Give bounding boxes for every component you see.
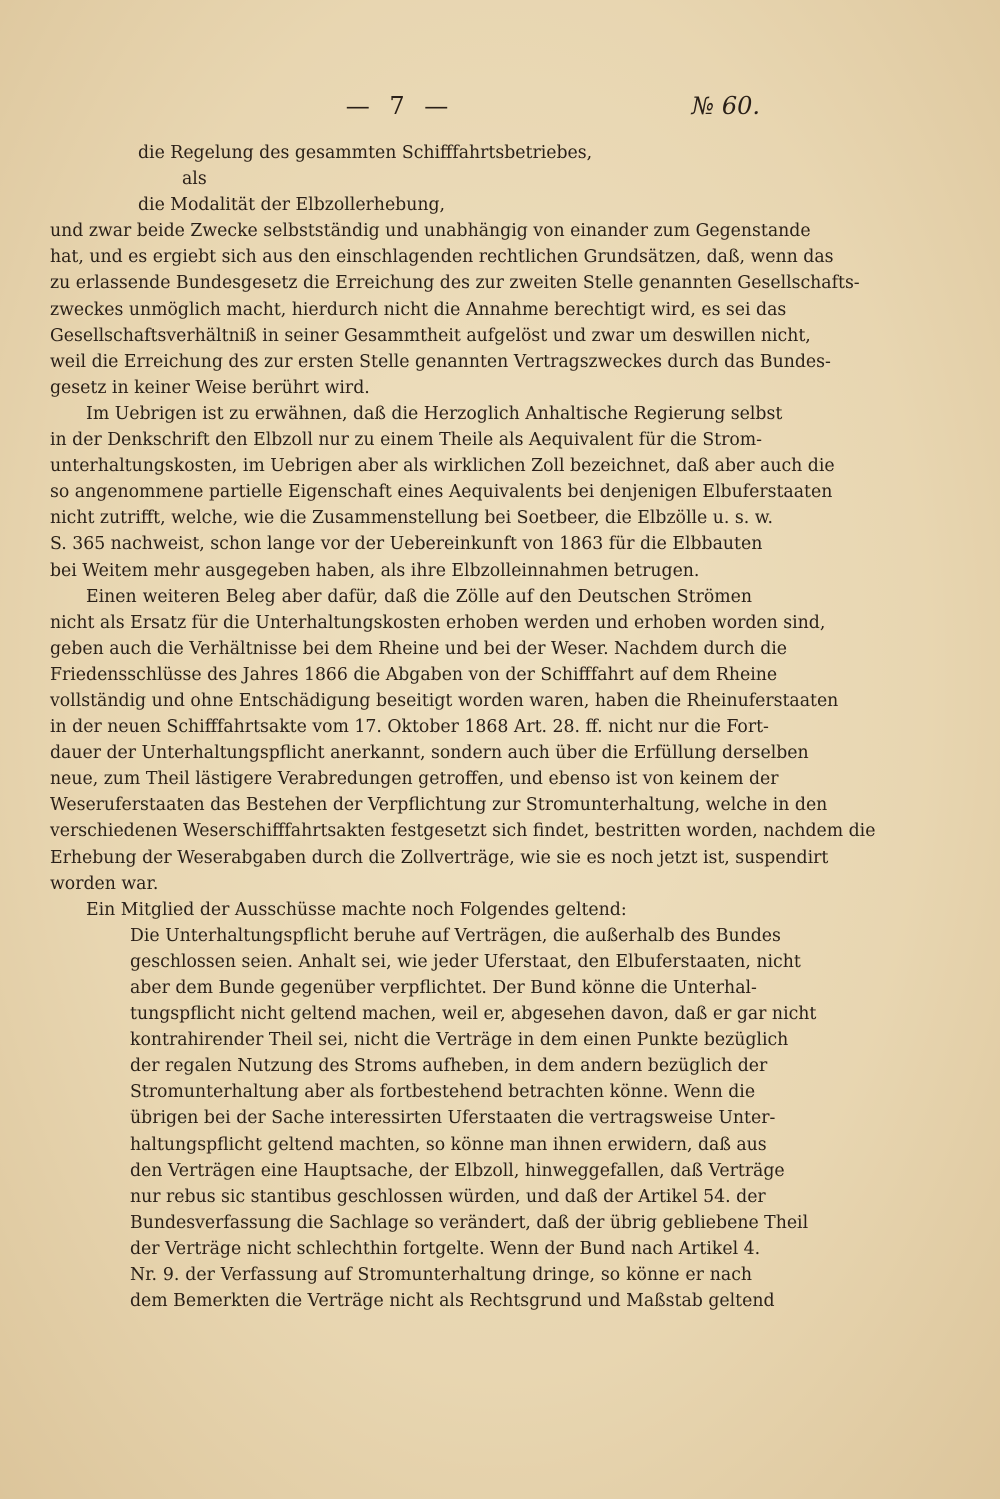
text-line: Friedensschlüsse des Jahres 1866 die Abgaben von der Schifffahrt auf dem Rheine (50, 664, 778, 685)
quoted-line: haltungspflicht geltend machten, so könne man ihnen erwidern, daß aus (130, 1134, 767, 1155)
text-line: zweckes unmöglich macht, hierdurch nicht die Annahme berechtigt wird, es sei das (50, 299, 787, 320)
text-line: dauer der Unterhaltungspflicht anerkannt, sondern auch über die Erfüllung derselben (50, 743, 809, 764)
text-line: unterhaltungskosten, im Uebrigen aber als wirklichen Zoll bezeichnet, daß aber auch die (50, 456, 835, 477)
text-line: Erhebung der Weserabgaben durch die Zollverträge, wie sie es noch jetzt ist, suspendirt (50, 847, 829, 868)
text-line: worden war. (50, 873, 159, 894)
quoted-line: dem Bemerkten die Verträge nicht als Rechtsgrund und Maßstab geltend (130, 1291, 775, 1312)
text-line: Ein Mitglied der Ausschüsse machte noch Folgendes geltend: (86, 899, 627, 920)
quoted-line: der Verträge nicht schlechthin fortgelte. Wenn der Bund nach Artikel 4. (130, 1238, 761, 1259)
text-line: und zwar beide Zwecke selbstständig und unabhängig von einander zum Gegenstande (50, 221, 811, 242)
text-line: weil die Erreichung des zur ersten Stelle genannten Vertragszweckes durch das Bundes- (50, 351, 831, 372)
text-line: in der Denkschrift den Elbzoll nur zu einem Theile als Aequivalent für die Strom- (50, 430, 763, 451)
text-line: so angenommene partielle Eigenschaft eines Aequivalents bei denjenigen Elbuferstaaten (50, 482, 833, 503)
text-line: die Modalität der Elbzollerhebung, (138, 195, 446, 216)
quoted-line: Stromunterhaltung aber als fortbestehend betrachten könne. Wenn die (130, 1082, 756, 1103)
quoted-line: übrigen bei der Sache interessirten Uferstaaten die vertragsweise Unter- (130, 1108, 776, 1129)
text-line: Einen weiteren Beleg aber dafür, daß die Zölle auf den Deutschen Strömen (86, 586, 752, 607)
quoted-line: geschlossen seien. Anhalt sei, wie jeder Uferstaat, den Elbuferstaaten, nicht (130, 951, 801, 972)
text-line: Im Uebrigen ist zu erwähnen, daß die Herzoglich Anhaltische Regierung selbst (86, 403, 783, 424)
quoted-line: Bundesverfassung die Sachlage so verändert, daß der übrig gebliebene Theil (130, 1212, 809, 1233)
text-line: gesetz in keiner Weise berührt wird. (50, 377, 370, 398)
text-line: neue, zum Theil lästigere Verabredungen getroffen, und ebenso ist von keinem der (50, 769, 779, 790)
text-line: hat, und es ergiebt sich aus den einschlagenden rechtlichen Grundsätzen, daß, wenn das (50, 247, 834, 268)
text-line: in der neuen Schifffahrtsakte vom 17. Oktober 1868 Art. 28. ff. nicht nur die Fort- (50, 717, 769, 738)
text-line: zu erlassende Bundesgesetz die Erreichung des zur zweiten Stelle genannten Gesellschafts- (50, 273, 860, 294)
quoted-line: kontrahirender Theil sei, nicht die Verträge in dem einen Punkte bezüglich (130, 1030, 789, 1051)
document-number: № 60. (691, 92, 760, 120)
quoted-line: tungspflicht nicht geltend machen, weil er, abgesehen davon, daß er gar nicht (130, 1004, 817, 1025)
text-line: verschiedenen Weserschifffahrtsakten festgesetzt sich findet, bestritten worden, nachdem die (50, 821, 876, 842)
text-line: bei Weitem mehr ausgegeben haben, als ihre Elbzolleinnahmen betrugen. (50, 560, 700, 581)
text-line: nicht als Ersatz für die Unterhaltungskosten erhoben werden und erhoben worden sind, (50, 612, 826, 633)
quoted-line: Nr. 9. der Verfassung auf Stromunterhaltung dringe, so könne er nach (130, 1265, 752, 1286)
document-body (50, 140, 876, 1314)
quoted-line: aber dem Bunde gegenüber verpflichtet. Der Bund könne die Unterhal- (130, 978, 757, 998)
quoted-line: der regalen Nutzung des Stroms aufheben, in dem andern bezüglich der (130, 1056, 768, 1077)
text-line: geben auch die Verhältnisse bei dem Rheine und bei der Weser. Nachdem durch die (50, 638, 788, 659)
text-line: als (182, 169, 207, 190)
text-line: S. 365 nachweist, schon lange vor der Uebereinkunft von 1863 für die Elbbauten (50, 534, 763, 555)
quoted-line: Die Unterhaltungspflicht beruhe auf Verträgen, die außerhalb des Bundes (130, 925, 781, 946)
text-line: Weseruferstaaten das Bestehen der Verpflichtung zur Stromunterhaltung, welche in den (50, 795, 828, 816)
text-line: nicht zutrifft, welche, wie die Zusammenstellung bei Soetbeer, die Elbzölle u. s. w. (50, 508, 773, 529)
text-line: vollständig und ohne Entschädigung beseitigt worden waren, haben die Rheinuferstaaten (50, 690, 839, 711)
text-line: die Regelung des gesammten Schifffahrtsbetriebes, (138, 143, 593, 163)
quoted-line: nur rebus sic stantibus geschlossen würden, und daß der Artikel 54. der (130, 1186, 766, 1207)
quoted-line: den Verträgen eine Hauptsache, der Elbzoll, hinweggefallen, daß Verträge (130, 1160, 785, 1181)
text-line: Gesellschaftsverhältniß in seiner Gesammtheit aufgelöst und zwar um deswillen nicht, (50, 325, 811, 346)
page-header (0, 92, 1000, 126)
page-number: — 7 — (345, 92, 455, 120)
